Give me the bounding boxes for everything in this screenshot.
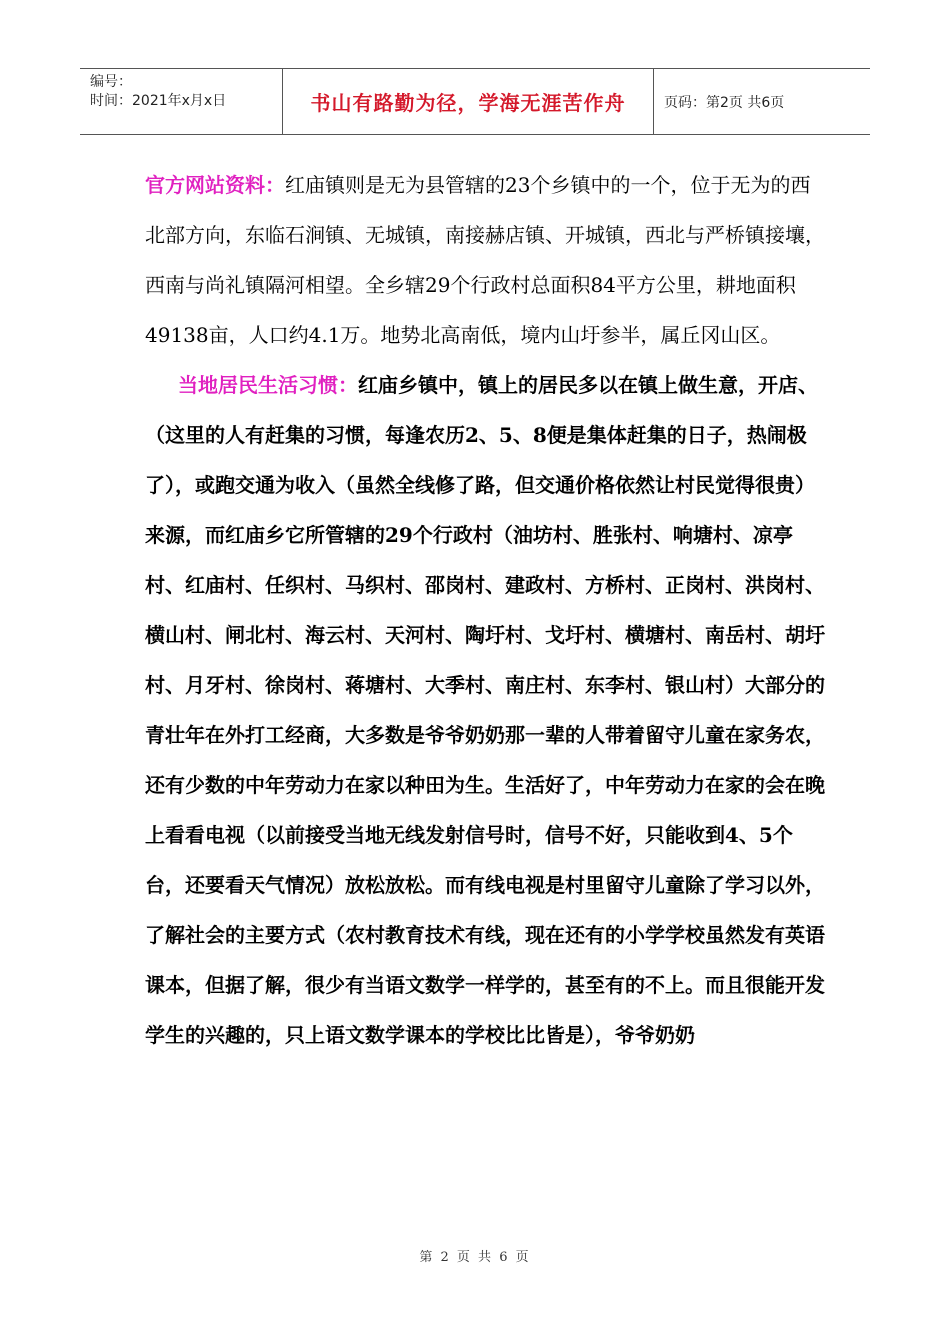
paragraph-local-habits (145, 360, 825, 1060)
paragraph-text: 红庙乡镇中，镇上的居民多以在镇上做生意，开店、（这里的人有赶集的习惯，每逢农历2、5、8便是集体赶集的日子，热闹极了），或跑交通为收入（虽然全线修了路，但交通价格依然让村民觉得很贵）来源，而红庙乡它所管辖的29个行政村（油坊村、胜张村、响塘村、凉亭村、红庙村、任织村、马织村、邵岗村、建政村、方桥村、正岗村、洪岗村、横山村、闸北村、海云村、天河村、陶圩村、戈圩村、横塘村、南岳村、胡圩村、月牙村、徐岗村、蒋塘村、大季村、南庄村、东李村、银山村）大部分的青壮年在外打工经商，大多数是爷爷奶奶那一辈的人带着留守儿童在家务农，还有少数的中年劳动力在家以种田为生。生活好了，中年劳动力在家的会在晚上看看电视（以前接受当地无线发射信号时，信号不好，只能收到4、5个台，还要看天气情况）放松放松。而有线电视是村里留守儿童除了学习以外，了解社会的主要方式（农村教育技术有线，现在还有的小学学校虽然发有英语课本，但据了解，很少有当语文数学一样学的，甚至有的不上。而且很能开发学生的兴趣的，只上语文数学课本的学校比比皆是），爷爷奶奶 (145, 373, 825, 1047)
header-motto: 书山有路勤为径，学海无涯苦作舟 (282, 69, 654, 134)
page-header (80, 68, 870, 135)
document-number-label: 编号： (90, 74, 132, 90)
paragraph-official-info (145, 160, 825, 360)
page-footer: 第 2 页 共 6 页 (419, 1250, 531, 1265)
paragraph-label: 当地居民生活习惯： (178, 373, 358, 397)
paragraph-text: 红庙镇则是无为县管辖的23个乡镇中的一个，位于无为的西北部方向，东临石涧镇、无城镇，南接赫店镇、开城镇，西北与严桥镇接壤，西南与尚礼镇隔河相望。全乡辖29个行政村总面积84平方公里，耕地面积49138亩，人口约4.1万。地势北高南低，境内山圩参半，属丘冈山区。 (145, 173, 825, 347)
header-page-number: 页码：第2页 共6页 (664, 94, 785, 111)
document-date: 时间：2021年x月x日 (90, 93, 227, 109)
paragraph-label: 官方网站资料： (145, 173, 285, 197)
document-body (145, 160, 825, 1060)
header-meta (80, 69, 282, 134)
